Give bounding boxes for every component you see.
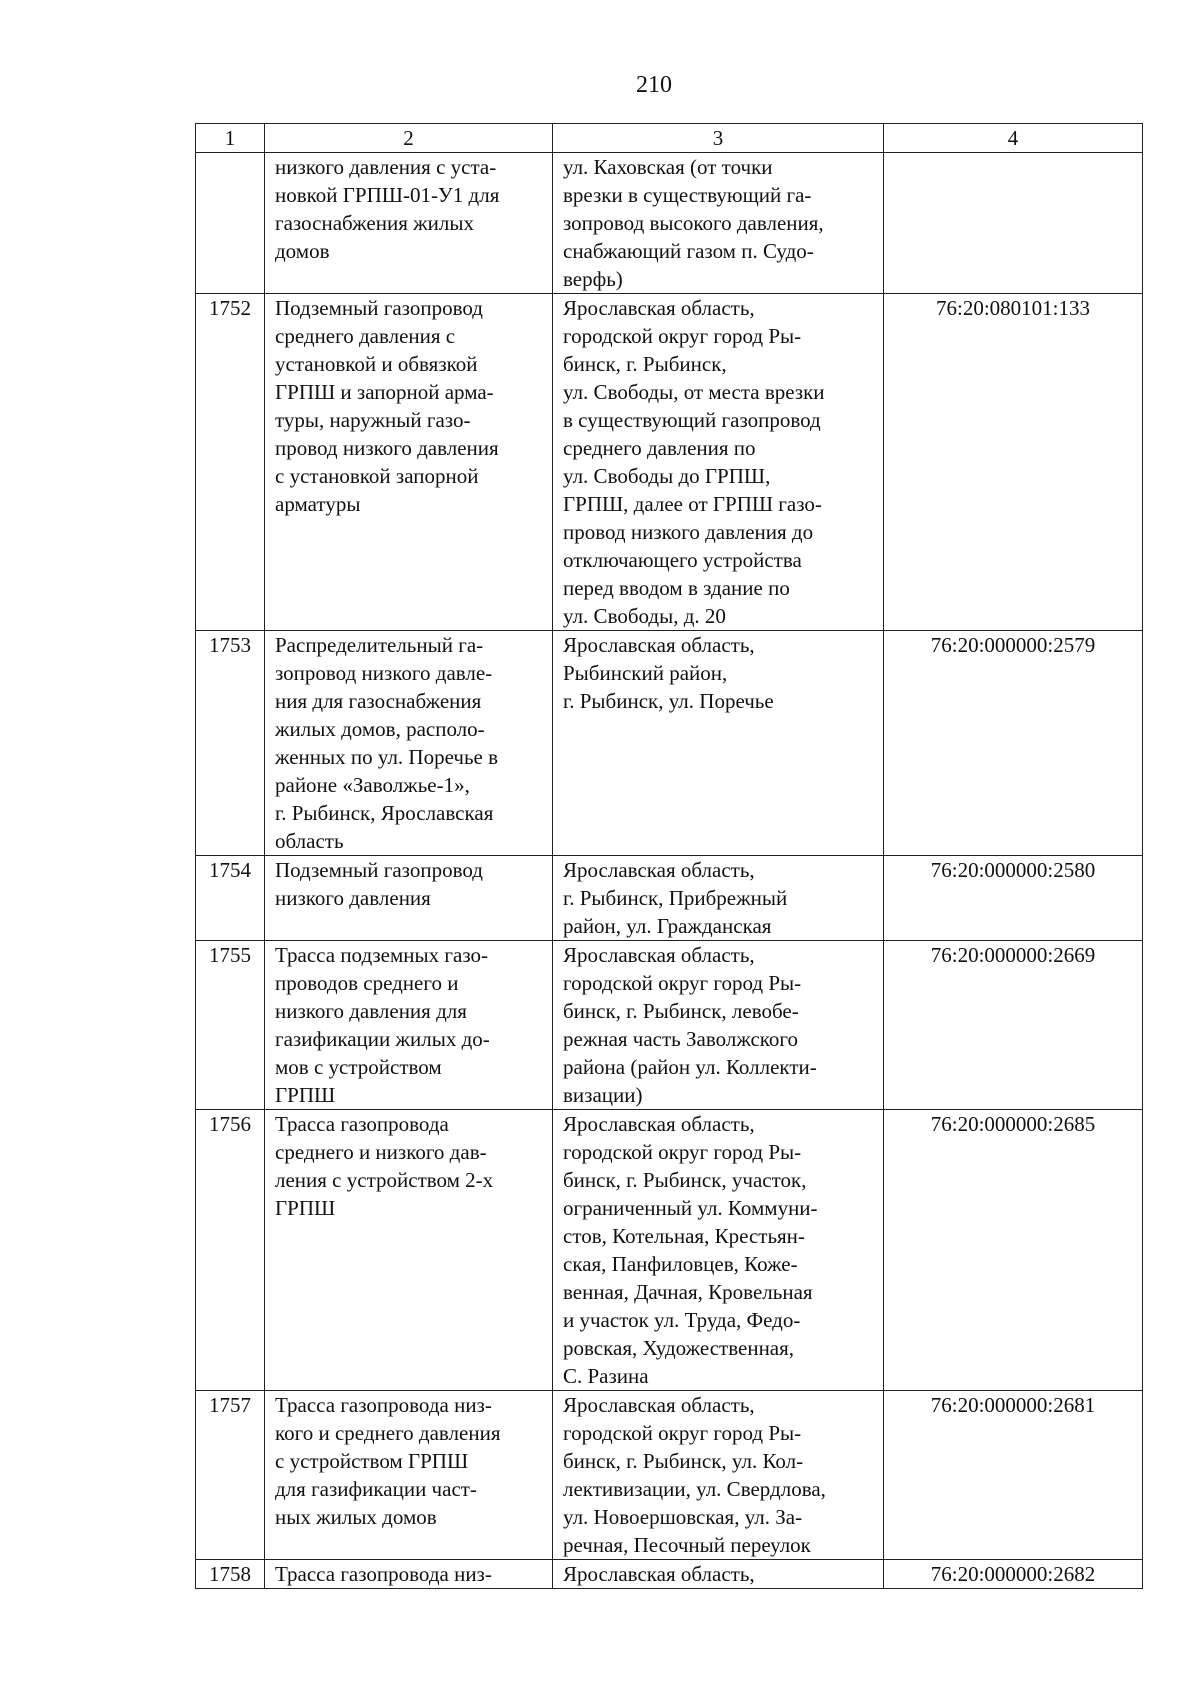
address-line: Ярославская область, xyxy=(563,943,755,967)
object-name-line: районе «Заволжье-1», xyxy=(275,773,470,797)
object-name-line: Трасса газопровода низ- xyxy=(275,1393,492,1417)
object-name-line: низкого давления xyxy=(275,886,431,910)
table-row xyxy=(196,941,1143,1110)
address-line: Рыбинский район, xyxy=(563,661,728,685)
address-line: стов, Котельная, Крестьян- xyxy=(563,1224,805,1248)
object-name-cell xyxy=(265,294,553,631)
address-line: ул. Новоершовская, ул. За- xyxy=(563,1505,803,1529)
address-line: района (район ул. Коллекти- xyxy=(563,1055,817,1079)
object-name-line: г. Рыбинск, Ярославская xyxy=(275,801,494,825)
object-name-line: Подземный газопровод xyxy=(275,296,483,320)
cadastral-number xyxy=(884,153,1143,294)
object-name-line: жилых домов, располо- xyxy=(275,717,485,741)
object-name-line: газоснабжения жилых xyxy=(275,211,474,235)
cadastral-number: 76:20:080101:133 xyxy=(884,294,1143,631)
table-row xyxy=(196,1560,1143,1589)
address-line: снабжающий газом п. Судо- xyxy=(563,239,814,263)
table-header-row xyxy=(196,124,1143,153)
object-name-cell xyxy=(265,941,553,1110)
cadastral-number: 76:20:000000:2681 xyxy=(884,1391,1143,1560)
object-name-line: Распределительный га- xyxy=(275,633,484,657)
address-line: бинск, г. Рыбинск, xyxy=(563,352,727,376)
address-line: ул. Свободы до ГРПШ, xyxy=(563,464,771,488)
address-line: венная, Дачная, Кровельная xyxy=(563,1280,813,1304)
table-row xyxy=(196,1110,1143,1391)
address-line: среднего давления по xyxy=(563,436,756,460)
header-col-2: 2 xyxy=(265,124,553,153)
address-line: С. Разина xyxy=(563,1364,649,1388)
object-name-line: ГРПШ xyxy=(275,1083,336,1107)
object-name-line: газификации жилых до- xyxy=(275,1027,490,1051)
address-line: городской округ город Ры- xyxy=(563,971,802,995)
object-name-line: туры, наружный газо- xyxy=(275,408,471,432)
address-line: режная часть Заволжского xyxy=(563,1027,798,1051)
cadastral-number: 76:20:000000:2669 xyxy=(884,941,1143,1110)
address-line: Ярославская область, xyxy=(563,1112,755,1136)
address-cell xyxy=(553,153,884,294)
object-name-line: зопровод низкого давле- xyxy=(275,661,493,685)
address-cell xyxy=(553,294,884,631)
address-line: городской округ город Ры- xyxy=(563,1421,802,1445)
address-line: в существующий газопровод xyxy=(563,408,821,432)
object-name-cell xyxy=(265,856,553,941)
address-cell xyxy=(553,1110,884,1391)
table-body xyxy=(196,153,1143,1589)
object-name-cell xyxy=(265,1110,553,1391)
address-line: Ярославская область, xyxy=(563,296,755,320)
row-number: 1755 xyxy=(196,941,265,1110)
address-line: ул. Каховская (от точки xyxy=(563,155,773,179)
row-number: 1752 xyxy=(196,294,265,631)
row-number: 1756 xyxy=(196,1110,265,1391)
address-line: бинск, г. Рыбинск, ул. Кол- xyxy=(563,1449,804,1473)
object-name-cell xyxy=(265,1560,553,1589)
row-number: 1754 xyxy=(196,856,265,941)
address-line: г. Рыбинск, ул. Поречье xyxy=(563,689,774,713)
address-line: зопровод высокого давления, xyxy=(563,211,824,235)
object-name-line: низкого давления с уста- xyxy=(275,155,497,179)
object-name-line: домов xyxy=(275,239,330,263)
cadastral-number: 76:20:000000:2685 xyxy=(884,1110,1143,1391)
object-name-cell xyxy=(265,631,553,856)
address-cell xyxy=(553,1391,884,1560)
object-name-line: ления с устройством 2-х xyxy=(275,1168,494,1192)
address-line: городской округ город Ры- xyxy=(563,1140,802,1164)
cadastral-number: 76:20:000000:2580 xyxy=(884,856,1143,941)
address-line: ул. Свободы, д. 20 xyxy=(563,604,726,628)
object-name-line: кого и среднего давления xyxy=(275,1421,501,1445)
object-name-line: ния для газоснабжения xyxy=(275,689,482,713)
object-name-line: низкого давления для xyxy=(275,999,467,1023)
table-row xyxy=(196,1391,1143,1560)
address-cell xyxy=(553,631,884,856)
object-name-line: с устройством ГРПШ xyxy=(275,1449,469,1473)
address-line: верфь) xyxy=(563,267,623,291)
address-line: ограниченный ул. Коммуни- xyxy=(563,1196,818,1220)
address-line: Ярославская область, xyxy=(563,633,755,657)
object-name-line: проводов среднего и xyxy=(275,971,459,995)
address-line: речная, Песочный переулок xyxy=(563,1533,811,1557)
object-name-line: женных по ул. Поречье в xyxy=(275,745,499,769)
object-name-line: Подземный газопровод xyxy=(275,858,483,882)
object-name-line: для газификации част- xyxy=(275,1477,477,1501)
address-line: ул. Свободы, от места врезки xyxy=(563,380,825,404)
header-col-1: 1 xyxy=(196,124,265,153)
address-line: ровская, Художественная, xyxy=(563,1336,795,1360)
object-name-line: область xyxy=(275,829,344,853)
object-name-line: ных жилых домов xyxy=(275,1505,437,1529)
table-row xyxy=(196,631,1143,856)
address-line: провод низкого давления до xyxy=(563,520,814,544)
address-line: перед вводом в здание по xyxy=(563,576,790,600)
object-name-line: провод низкого давления xyxy=(275,436,499,460)
address-cell xyxy=(553,1560,884,1589)
address-line: Ярославская область, xyxy=(563,1562,755,1586)
object-name-line: Трасса газопровода xyxy=(275,1112,449,1136)
address-line: Ярославская область, xyxy=(563,1393,755,1417)
row-number xyxy=(196,153,265,294)
object-name-line: среднего давления с xyxy=(275,324,456,348)
address-line: ГРПШ, далее от ГРПШ газо- xyxy=(563,492,822,516)
header-col-4: 4 xyxy=(884,124,1143,153)
address-line: визации) xyxy=(563,1083,643,1107)
address-line: бинск, г. Рыбинск, участок, xyxy=(563,1168,807,1192)
address-cell xyxy=(553,941,884,1110)
object-name-line: арматуры xyxy=(275,492,361,516)
address-line: городской округ город Ры- xyxy=(563,324,802,348)
address-line: Ярославская область, xyxy=(563,858,755,882)
object-name-line: новкой ГРПШ-01-У1 для xyxy=(275,183,500,207)
row-number: 1758 xyxy=(196,1560,265,1589)
address-line: и участок ул. Труда, Федо- xyxy=(563,1308,801,1332)
address-line: бинск, г. Рыбинск, левобе- xyxy=(563,999,799,1023)
object-name-line: мов с устройством xyxy=(275,1055,442,1079)
object-name-line: Трасса газопровода низ- xyxy=(275,1562,492,1586)
cadastral-number: 76:20:000000:2682 xyxy=(884,1560,1143,1589)
address-line: врезки в существующий га- xyxy=(563,183,812,207)
object-name-line: установкой и обвязкой xyxy=(275,352,478,376)
address-line: район, ул. Гражданская xyxy=(563,914,772,938)
address-line: ская, Панфиловцев, Коже- xyxy=(563,1252,798,1276)
page-number: 210 xyxy=(636,72,672,98)
object-name-cell xyxy=(265,153,553,294)
address-line: лективизации, ул. Свердлова, xyxy=(563,1477,826,1501)
object-name-cell xyxy=(265,1391,553,1560)
object-name-line: ГРПШ и запорной арма- xyxy=(275,380,494,404)
object-name-line: среднего и низкого дав- xyxy=(275,1140,487,1164)
registry-table xyxy=(195,123,1143,1589)
object-name-line: ГРПШ xyxy=(275,1196,336,1220)
address-line: отключающего устройства xyxy=(563,548,802,572)
object-name-line: Трасса подземных газо- xyxy=(275,943,488,967)
row-number: 1753 xyxy=(196,631,265,856)
table-row xyxy=(196,856,1143,941)
table-row xyxy=(196,153,1143,294)
cadastral-number: 76:20:000000:2579 xyxy=(884,631,1143,856)
address-line: г. Рыбинск, Прибрежный xyxy=(563,886,788,910)
object-name-line: с установкой запорной xyxy=(275,464,479,488)
table-row xyxy=(196,294,1143,631)
row-number: 1757 xyxy=(196,1391,265,1560)
address-cell xyxy=(553,856,884,941)
header-col-3: 3 xyxy=(553,124,884,153)
